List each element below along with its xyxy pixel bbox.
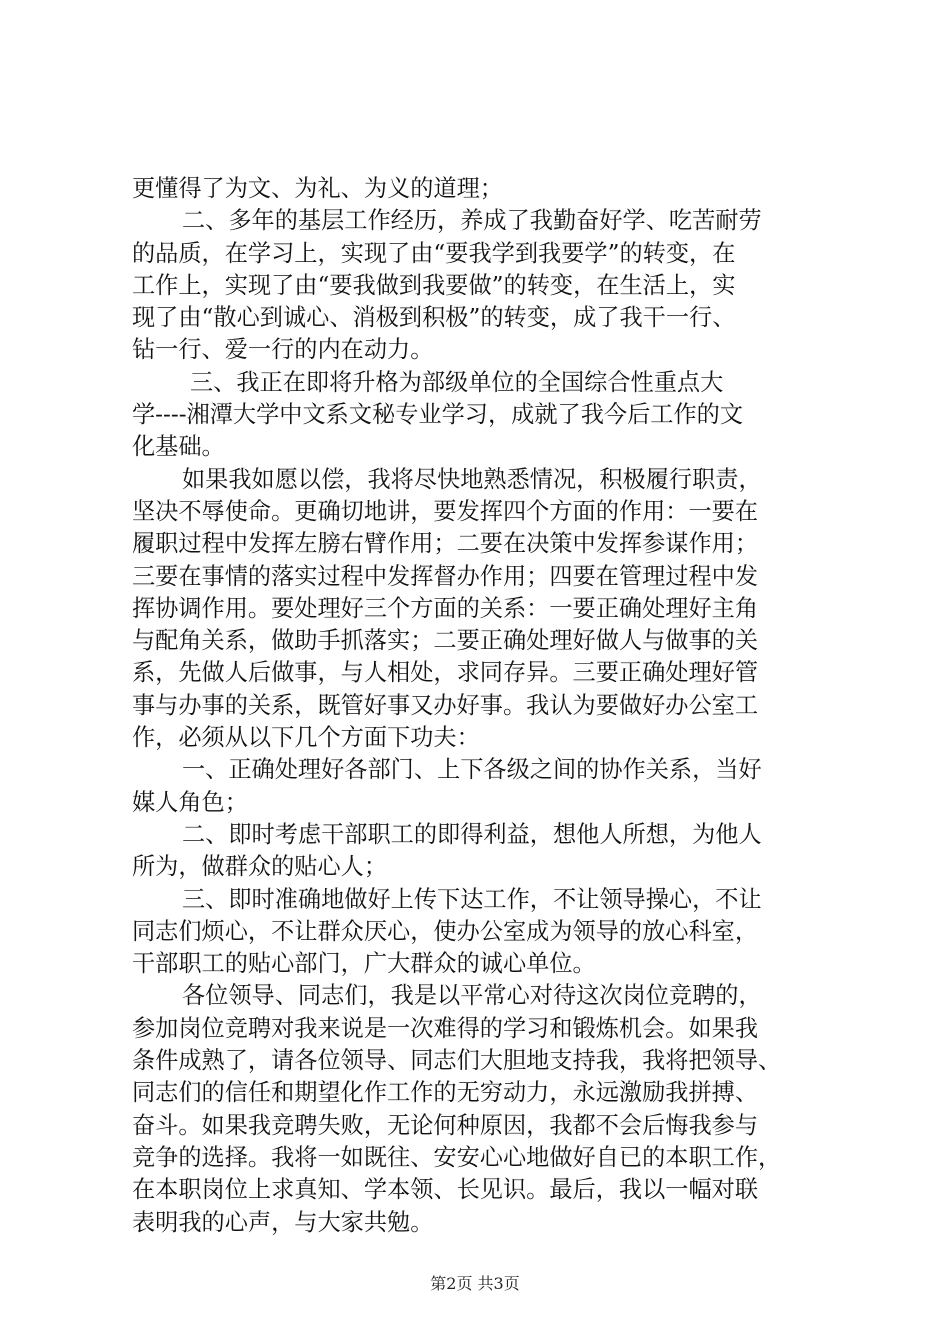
text-line: 奋斗。如果我竞聘失败，无论何种原因，我都不会后悔我参与 — [132, 1111, 759, 1139]
text-line: 条件成熟了，请各位领导、同志们大胆地支持我，我将把领导、 — [132, 1047, 782, 1075]
text-line: 钻一行、爱一行的内在动力。 — [132, 336, 434, 364]
page-number: 第2页 共3页 — [430, 1274, 520, 1293]
text-line: 更懂得了为文、为礼、为义的道理； — [132, 175, 503, 202]
text-line: 所为，做群众的贴心人； — [132, 853, 388, 881]
text-line: 三要在事情的落实过程中发挥督办作用；四要在管理过程中发 — [132, 562, 759, 590]
text-line: 坚决不辱使命。更确切地讲，要发挥四个方面的作用：一要在 — [132, 497, 759, 525]
text-line: 表明我的心声，与大家共勉。 — [132, 1208, 434, 1236]
text-line: 媒人角色； — [132, 788, 248, 816]
text-line: 工作上，实现了由“要我做到我要做”的转变，在生活上，实 — [132, 271, 736, 299]
text-line: 二、多年的基层工作经历，养成了我勤奋好学、吃苦耐劳 — [182, 207, 762, 235]
text-line: 同志们烦心，不让群众厌心，使办公室成为领导的放心科室， — [132, 917, 759, 945]
text-line: 三、我正在即将升格为部级单位的全国综合性重点大 — [190, 368, 724, 396]
text-line: 化基础。 — [132, 433, 225, 461]
text-line: 参加岗位竞聘对我来说是一次难得的学习和锻炼机会。如果我 — [132, 1014, 759, 1042]
document-body — [132, 173, 832, 1239]
page-footer — [0, 1271, 950, 1294]
text-line: 同志们的信任和期望化作工作的无穷动力，永远激励我拼搏、 — [132, 1079, 759, 1107]
text-line: 在本职岗位上求真知、学本领、长见识。最后，我以一幅对联 — [132, 1176, 759, 1204]
text-line: 事与办事的关系，既管好事又办好事。我认为要做好办公室工 — [132, 691, 759, 719]
text-line: 的品质，在学习上，实现了由“要我学到我要学”的转变，在 — [132, 239, 736, 267]
text-line: 三、即时准确地做好上传下达工作，不让领导操心，不让 — [182, 885, 762, 913]
text-line: 竞争的选择。我将一如既往、安安心心地做好自已的本职工作， — [132, 1143, 782, 1171]
text-line: 干部职工的贴心部门，广大群众的诚心单位。 — [132, 950, 596, 978]
text-line: 各位领导、同志们，我是以平常心对待这次岗位竞聘的， — [182, 982, 762, 1010]
text-line: 一、正确处理好各部门、上下各级之间的协作关系，当好 — [182, 756, 762, 784]
text-line: 二、即时考虑干部职工的即得利益，想他人所想，为他人 — [182, 820, 762, 848]
text-line: 如果我如愿以偿，我将尽快地熟悉情况，积极履行职责， — [182, 465, 762, 493]
text-line: 学----湘潭大学中文系文秘专业学习，成就了我今后工作的文 — [132, 401, 744, 429]
text-line: 履职过程中发挥左膀右臂作用；二要在决策中发挥参谋作用； — [132, 530, 759, 558]
text-line: 挥协调作用。要处理好三个方面的关系：一要正确处理好主角 — [132, 594, 759, 622]
text-line: 现了由“散心到诚心、消极到积极”的转变，成了我干一行、 — [132, 304, 736, 332]
text-line: 作，必须从以下几个方面下功夫： — [132, 724, 480, 752]
text-line: 系，先做人后做事，与人相处，求同存异。三要正确处理好管 — [132, 659, 759, 687]
text-line: 与配角关系，做助手抓落实；二要正确处理好做人与做事的关 — [132, 627, 759, 655]
